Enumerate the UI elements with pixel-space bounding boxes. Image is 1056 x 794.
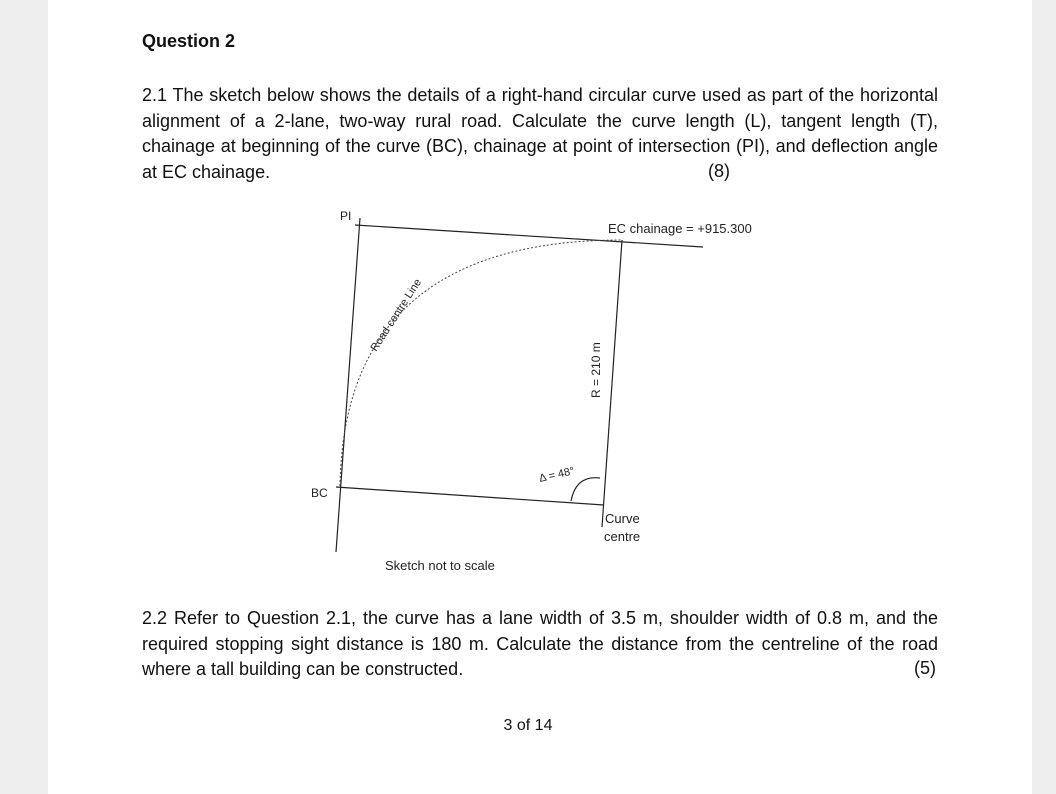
question-2-1-marks: (8) [708, 161, 730, 181]
pi-label: PI [340, 209, 352, 223]
question-2-2-marks: (5) [914, 658, 936, 678]
ec-radius-line [602, 240, 622, 527]
question-2-1-text: 2.1 The sketch below shows the details of a right-hand circular curve used as part of the horizontal alignment of a 2-lane, two-way rural road. Calculate the curve length (L), tangent length (T), chainage at beginning of the curve (BC), chainage at point of intersection (PI), and deflection angle at EC chainage. [142, 85, 938, 182]
curve-centre-label-line-2: centre [604, 529, 641, 544]
bc-radius-line [336, 487, 604, 505]
question-heading: Question 2 [142, 31, 236, 51]
page-number: 3 of 14 [503, 717, 553, 734]
radius-label: R = 210 m [589, 342, 603, 398]
road-centre-line-label: Road centre Line [368, 276, 425, 354]
question-2-2-text: 2.2 Refer to Question 2.1, the curve has a lane width of 3.5 m, shoulder width of 0.8 m, and the required stopping sight distance is 180 m. Calculate the distance from the centreline of the road where a tall building can be constructed. [142, 608, 938, 680]
sketch-note: Sketch not to scale [385, 558, 495, 573]
ec-chainage-label: EC chainage = +915.300 [608, 221, 752, 236]
delta-angle-arc [571, 478, 600, 501]
curve-centre-label-line-1: Curve [605, 511, 640, 526]
delta-angle-label: Δ = 48° [537, 465, 576, 485]
road-centre-line-curve [340, 240, 622, 486]
pi-bc-tangent-line [336, 218, 360, 552]
bc-label: BC [311, 486, 328, 500]
